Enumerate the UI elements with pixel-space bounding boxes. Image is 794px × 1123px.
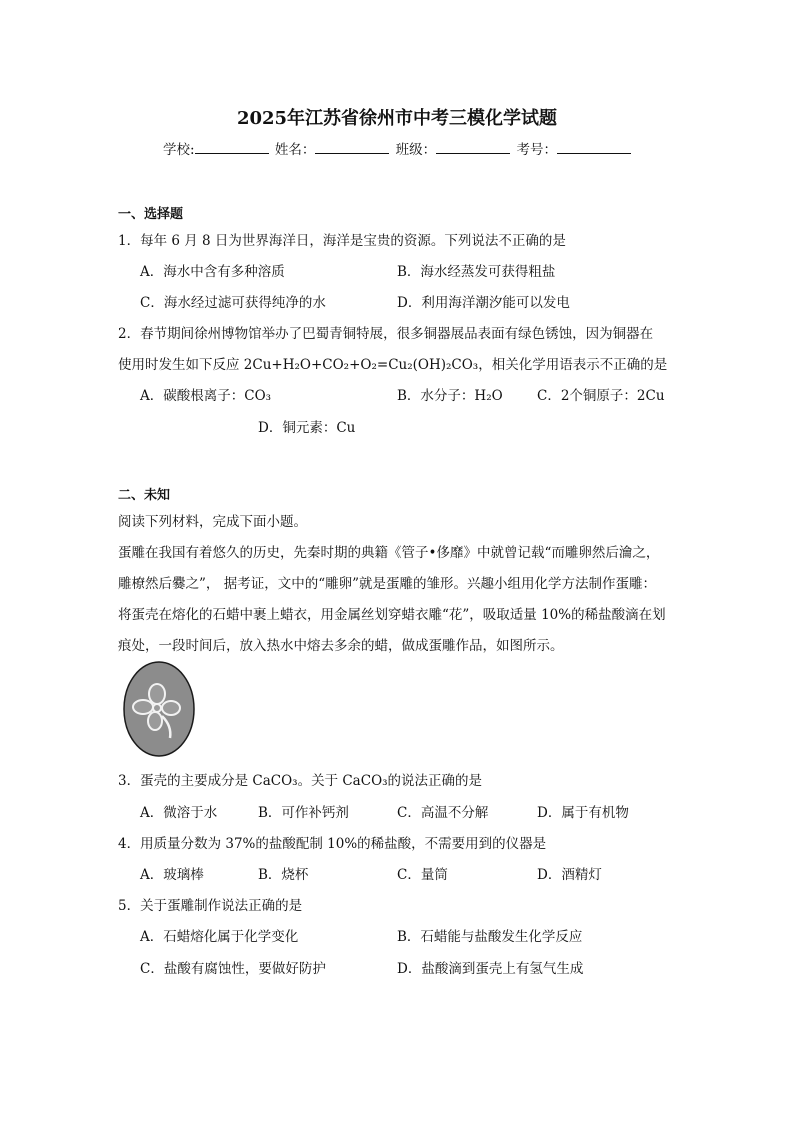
q4-option-b: B．烧杯 [258, 867, 309, 883]
egg-carving-image [122, 660, 196, 758]
q1-option-b: B．海水经蒸发可获得粗盐 [397, 264, 556, 280]
reading-paragraph-line1: 蛋雕在我国有着悠久的历史，先秦时期的典籍《管子•侈靡》中就曾记载“而雕卵然后瀹之， [118, 545, 660, 561]
q3-option-c: C．高温不分解 [397, 805, 489, 821]
question-5-stem: 5．关于蛋雕制作说法正确的是 [118, 898, 303, 914]
question-4-stem: 4．用质量分数为 37%的盐酸配制 10%的稀盐酸，不需要用到的仪器是 [118, 836, 547, 852]
question-2-stem-line2: 使用时发生如下反应 2Cu+H₂O+CO₂+O₂=Cu₂(OH)₂CO₃，相关化学用语表示不正确的是 [118, 357, 668, 373]
q4-option-c: C．量筒 [397, 867, 448, 883]
reading-paragraph-line4: 痕处，一段时间后，放入热水中熔去多余的蜡，做成蛋雕作品，如图所示。 [118, 638, 564, 654]
name-label: 姓名： [274, 142, 316, 158]
number-blank [557, 141, 631, 154]
reading-intro: 阅读下列材料，完成下面小题。 [118, 514, 307, 530]
school-blank [195, 141, 269, 154]
section-heading-2: 二、未知 [118, 488, 171, 503]
name-blank [315, 141, 389, 154]
q2-option-d: D．铜元素：Cu [258, 420, 356, 436]
q2-option-b: B．水分子：H₂O [397, 388, 503, 404]
q1-option-c: C．海水经过滤可获得纯净的水 [140, 295, 326, 311]
q5-option-a: A．石蜡熔化属于化学变化 [140, 929, 299, 945]
q4-option-a: A．玻璃棒 [140, 867, 204, 883]
number-label: 考号： [516, 142, 557, 158]
q3-option-d: D．属于有机物 [537, 805, 629, 821]
q5-option-b: B．石蜡能与盐酸发生化学反应 [397, 929, 583, 945]
q2-option-c: C．2个铜原子：2Cu [537, 388, 665, 404]
question-3-stem: 3．蛋壳的主要成分是 CaCO₃。关于 CaCO₃的说法正确的是 [118, 773, 483, 789]
q3-option-a: A．微溶于水 [140, 805, 218, 821]
section-heading-1: 一、选择题 [118, 207, 184, 222]
q3-option-b: B．可作补钙剂 [258, 805, 349, 821]
class-blank [436, 141, 510, 154]
question-1-stem: 1．每年 6 月 8 日为世界海洋日，海洋是宝贵的资源。下列说法不正确的是 [118, 233, 566, 249]
q1-option-a: A．海水中含有多种溶质 [140, 264, 285, 280]
q4-option-d: D．酒精灯 [537, 867, 602, 883]
class-label: 班级： [395, 142, 437, 158]
page-title: 2025年江苏省徐州市中考三模化学试题 [236, 108, 558, 129]
school-label: 学校: [163, 142, 195, 158]
egg-carving-figure [122, 660, 196, 758]
q1-option-d: D．利用海洋潮汐能可以发电 [397, 295, 570, 311]
q2-option-a: A．碳酸根离子：CO₃ [140, 388, 272, 404]
question-2-stem-line1: 2．春节期间徐州博物馆举办了巴蜀青铜特展，很多铜器展品表面有绿色锈蚀，因为铜器在 [118, 326, 654, 342]
q5-option-d: D．盐酸滴到蛋壳上有氢气生成 [397, 961, 584, 977]
student-info-line [0, 138, 794, 158]
q5-option-c: C．盐酸有腐蚀性，要做好防护 [140, 961, 326, 977]
reading-paragraph-line2: 雕橑然后爨之”， 据考证，文中的“雕卵”就是蛋雕的雏形。兴趣小组用化学方法制作蛋雕： [118, 576, 656, 592]
reading-paragraph-line3: 将蛋壳在熔化的石蜡中裹上蜡衣，用金属丝划穿蜡衣雕“花”，吸取适量 10%的稀盐酸滴在划 [118, 607, 666, 623]
